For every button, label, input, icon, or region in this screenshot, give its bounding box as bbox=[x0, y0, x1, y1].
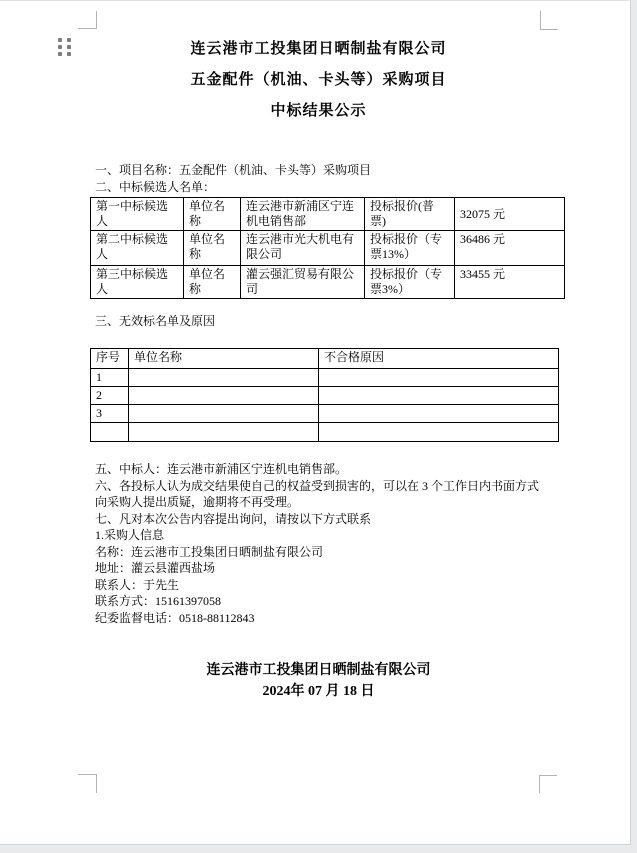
price-label: 投标报价（专票13%） bbox=[365, 231, 455, 266]
title-block bbox=[97, 34, 540, 127]
unit-cell bbox=[129, 387, 319, 405]
candidate-rank: 第二中标候选人 bbox=[91, 231, 184, 266]
table-header-row bbox=[91, 349, 559, 369]
buyer-contact-person: 联系人：于先生 bbox=[95, 577, 180, 592]
table-row bbox=[91, 387, 559, 405]
section-invalid-bids-heading: 三、无效标名单及原因 bbox=[95, 314, 216, 328]
candidate-company: 连云港市新浦区宁连机电销售部 bbox=[241, 198, 365, 231]
seq-cell bbox=[91, 423, 129, 442]
signature-block bbox=[97, 660, 540, 702]
supervision-phone: 纪委监督电话：0518-88112843 bbox=[95, 610, 255, 625]
dot bbox=[58, 45, 62, 49]
reason-cell bbox=[319, 423, 559, 442]
reason-cell bbox=[319, 387, 559, 405]
reason-cell bbox=[319, 369, 559, 387]
price-label: 投标报价(普票) bbox=[365, 198, 455, 231]
crop-mark-bottom-left-icon bbox=[78, 774, 97, 793]
price-label: 投标报价（专票3%） bbox=[365, 266, 455, 299]
section-contact-intro: 七、凡对本次公告内容提出询问，请按以下方式联系 bbox=[95, 511, 372, 526]
seq-cell: 1 bbox=[91, 369, 129, 387]
crop-mark-top-right-icon bbox=[540, 11, 558, 30]
unit-cell bbox=[129, 369, 319, 387]
price-value: 33455 元 bbox=[455, 266, 565, 299]
seq-cell: 3 bbox=[91, 405, 129, 423]
col-header-unit: 单位名称 bbox=[129, 349, 319, 369]
price-value: 36486 元 bbox=[455, 231, 565, 266]
unit-name-label: 单位名称 bbox=[184, 231, 241, 266]
col-header-seq: 序号 bbox=[91, 349, 129, 369]
drag-handle-dots-icon[interactable] bbox=[58, 38, 71, 56]
buyer-info-heading: 1.采购人信息 bbox=[95, 528, 165, 542]
crop-mark-top-left-icon bbox=[78, 11, 97, 29]
signature-date: 2024年 07 月 18 日 bbox=[262, 684, 375, 699]
doc-title-announcement: 中标结果公示 bbox=[270, 103, 367, 119]
dot bbox=[58, 52, 62, 56]
table-row bbox=[91, 266, 565, 299]
unit-name-label: 单位名称 bbox=[184, 266, 241, 299]
dot bbox=[67, 38, 71, 42]
section-objection: 六、各投标人认为成交结果使自己的权益受到损害的，可以在 3 个工作日内书面方式向采购人提出质疑，逾期将不再受理。 bbox=[95, 478, 540, 509]
table-row bbox=[91, 231, 565, 266]
signature-company: 连云港市工投集团日晒制盐有限公司 bbox=[206, 663, 431, 678]
dot bbox=[58, 38, 62, 42]
doc-title-company: 连云港市工投集团日晒制盐有限公司 bbox=[190, 41, 447, 57]
section-project-name: 一、项目名称：五金配件（机油、卡头等）采购项目 bbox=[95, 163, 372, 177]
buyer-address: 地址：灌云县灌西盐场 bbox=[95, 561, 216, 575]
table-row bbox=[91, 423, 559, 442]
candidate-rank: 第三中标候选人 bbox=[91, 266, 184, 299]
table-row bbox=[91, 405, 559, 423]
crop-mark-bottom-right-icon bbox=[539, 775, 557, 793]
col-header-reason: 不合格原因 bbox=[319, 349, 559, 369]
candidate-company: 灌云强汇贸易有限公司 bbox=[241, 266, 365, 299]
unit-name-label: 单位名称 bbox=[184, 198, 241, 231]
section-winner: 五、中标人：连云港市新浦区宁连机电销售部。 bbox=[95, 462, 348, 476]
buyer-name: 名称：连云港市工投集团日晒制盐有限公司 bbox=[95, 544, 324, 559]
candidates-table bbox=[90, 197, 565, 299]
candidate-company: 连云港市光大机电有限公司 bbox=[241, 231, 365, 266]
invalid-bids-table bbox=[90, 348, 559, 442]
reason-cell bbox=[319, 405, 559, 423]
unit-cell bbox=[129, 423, 319, 442]
table-row bbox=[91, 369, 559, 387]
dot bbox=[67, 52, 71, 56]
doc-title-project: 五金配件（机油、卡头等）采购项目 bbox=[190, 72, 447, 88]
dot bbox=[67, 45, 71, 49]
unit-cell bbox=[129, 405, 319, 423]
price-value: 32075 元 bbox=[455, 198, 565, 231]
body-paragraphs bbox=[95, 461, 547, 626]
seq-cell: 2 bbox=[91, 387, 129, 405]
buyer-phone: 联系方式：15161397058 bbox=[95, 594, 222, 608]
candidate-rank: 第一中标候选人 bbox=[91, 198, 184, 231]
section-candidates-heading: 二、中标候选人名单： bbox=[95, 180, 216, 194]
table-row bbox=[91, 198, 565, 231]
